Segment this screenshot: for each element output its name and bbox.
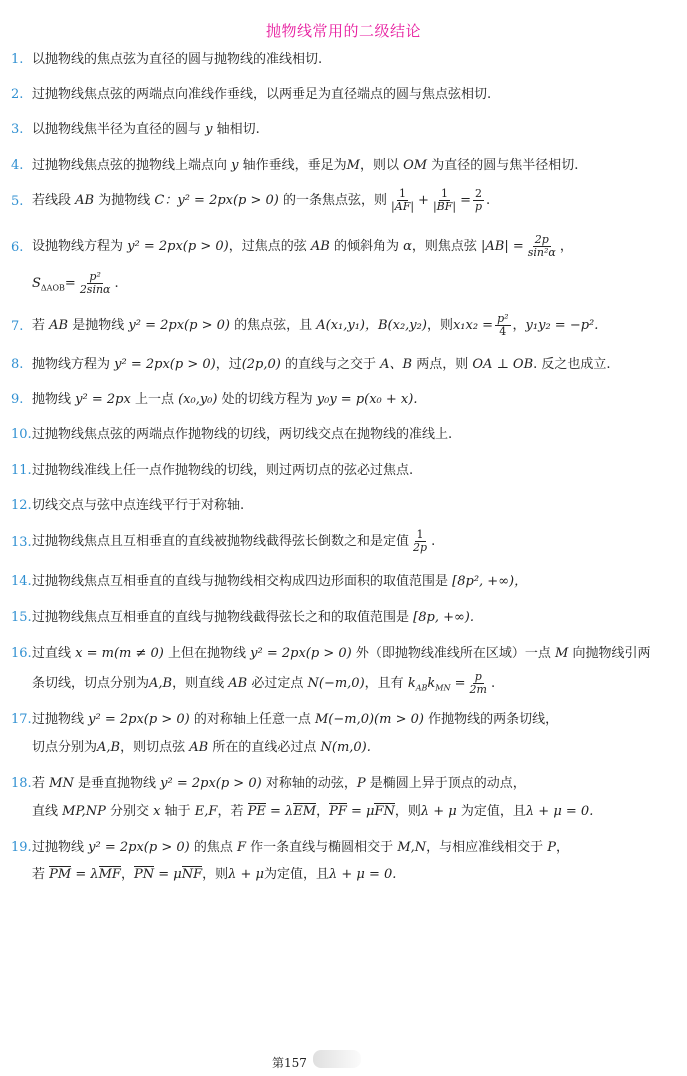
item-number: 18. <box>11 776 32 791</box>
watermark-smudge <box>313 1050 361 1068</box>
item-5: 若线段 AB 为抛物线 C：y² = 2px(p > 0) 的一条焦点弦，则 $\frac{1}{|AF|}$ + $\frac{1}{|BF|}$ = $\frac{2}{p}$ . <box>32 187 491 213</box>
item-number: 2. <box>11 87 24 102</box>
item-17-cont: 切点分别为A,B，则切点弦 AB 所在的直线必过点 N(m,0). <box>32 740 371 755</box>
item-6-cont: $S_{\Delta AOB}=$ $\frac{\text{p²}}{2\sin\alpha}$ . <box>32 270 119 296</box>
item-number: 16. <box>11 646 32 661</box>
item-number: 9. <box>11 392 24 407</box>
item-9: 抛物线 y² = 2px 上一点 (x₀,y₀) 处的切线方程为 y₀y = p(x₀ + x). <box>32 392 418 407</box>
item-3: 以抛物线焦半径为直径的圆与 y 轴相切. <box>32 122 260 137</box>
item-number: 12. <box>11 498 32 513</box>
item-16-cont: 条切线，切点分别为A,B，则直线 AB 必过定点 N(−m,0)，且有 $k_{AB}k_{MN}$ = $\frac{p}{2m}$ . <box>32 670 496 696</box>
item-number: 14. <box>11 574 32 589</box>
item-number: 1. <box>11 52 24 67</box>
item-12: 切线交点与弦中点连线平行于对称轴. <box>32 498 245 513</box>
item-number: 7. <box>11 319 24 334</box>
item-2: 过抛物线焦点弦的两端点向准线作垂线，以两垂足为直径端点的圆与焦点弦相切. <box>32 87 492 102</box>
item-13: 过抛物线焦点且互相垂直的直线被抛物线截得弦长倒数之和是定值 $\frac{1}{2p}$ . <box>32 528 436 554</box>
item-number: 6. <box>11 240 24 255</box>
item-number: 3. <box>11 122 24 137</box>
item-number: 5. <box>11 194 24 209</box>
item-number: 4. <box>11 158 24 173</box>
item-18: 若 MN 是垂直抛物线 y² = 2px(p > 0) 对称轴的动弦，P 是椭圆上异于顶点的动点， <box>32 776 526 791</box>
item-number: 15. <box>11 610 32 625</box>
item-number: 11. <box>11 463 32 478</box>
item-11: 过抛物线准线上任一点作抛物线的切线，则过两切点的弦必过焦点. <box>32 463 414 478</box>
item-number: 17. <box>11 712 32 727</box>
item-1: 以抛物线的焦点弦为直径的圆与抛物线的准线相切. <box>32 52 323 67</box>
item-number: 13. <box>11 535 32 550</box>
page-title: 抛物线常用的二级结论 <box>265 22 421 40</box>
item-15: 过抛物线焦点互相垂直的直线与抛物线截得弦长之和的取值范围是 [8p, +∞). <box>32 610 475 625</box>
item-19-cont: 若 PM = λMF，PN = μNF，则λ + μ为定值，且λ + μ = 0. <box>32 867 397 882</box>
item-8: 抛物线方程为 y² = 2px(p > 0)，过(2p,0) 的直线与之交于 A、B 两点，则 OA ⊥ OB. 反之也成立. <box>32 357 611 372</box>
item-number: 10. <box>11 427 32 442</box>
page-number: 第157 <box>272 1056 307 1070</box>
item-18-cont: 直线 MP,NP 分别交 x 轴于 E,F，若 PE = λEM，PF = μFN，则λ + μ 为定值，且λ + μ = 0. <box>32 804 594 819</box>
item-number: 8. <box>11 357 24 372</box>
item-6: 设抛物线方程为 y² = 2px(p > 0)，过焦点的弦 AB 的倾斜角为 α，则焦点弦 |AB| = $\frac{2p}{\text{sin²α}}$ ， <box>32 233 573 259</box>
item-16: 过直线 x = m(m ≠ 0) 上但在抛物线 y² = 2px(p > 0) 外（即抛物线准线所在区域）一点 M 向抛物线引两 <box>32 646 651 661</box>
item-19: 过抛物线 y² = 2px(p > 0) 的焦点 F 作一条直线与椭圆相交于 M,N，与相应准线相交于 P， <box>32 840 570 855</box>
item-4: 过抛物线焦点弦的抛物线上端点向 y 轴作垂线，垂足为M，则以 OM 为直径的圆与焦半径相切. <box>32 158 579 173</box>
item-17: 过抛物线 y² = 2px(p > 0) 的对称轴上任意一点 M(−m,0)(m > 0) 作抛物线的两条切线， <box>32 712 559 727</box>
item-number: 19. <box>11 840 32 855</box>
item-14: 过抛物线焦点互相垂直的直线与抛物线相交构成四边形面积的取值范围是 [8p², +∞)， <box>32 574 528 589</box>
item-7: 若 AB 是抛物线 y² = 2px(p > 0) 的焦点弦，且 A(x₁,y₁)，B(x₂,y₂)，则x₁x₂ = $\frac{\text{p²}}{4}$ ，y₁y₂ = −p². <box>32 312 599 338</box>
item-10: 过抛物线焦点弦的两端点作抛物线的切线，两切线交点在抛物线的准线上. <box>32 427 453 442</box>
